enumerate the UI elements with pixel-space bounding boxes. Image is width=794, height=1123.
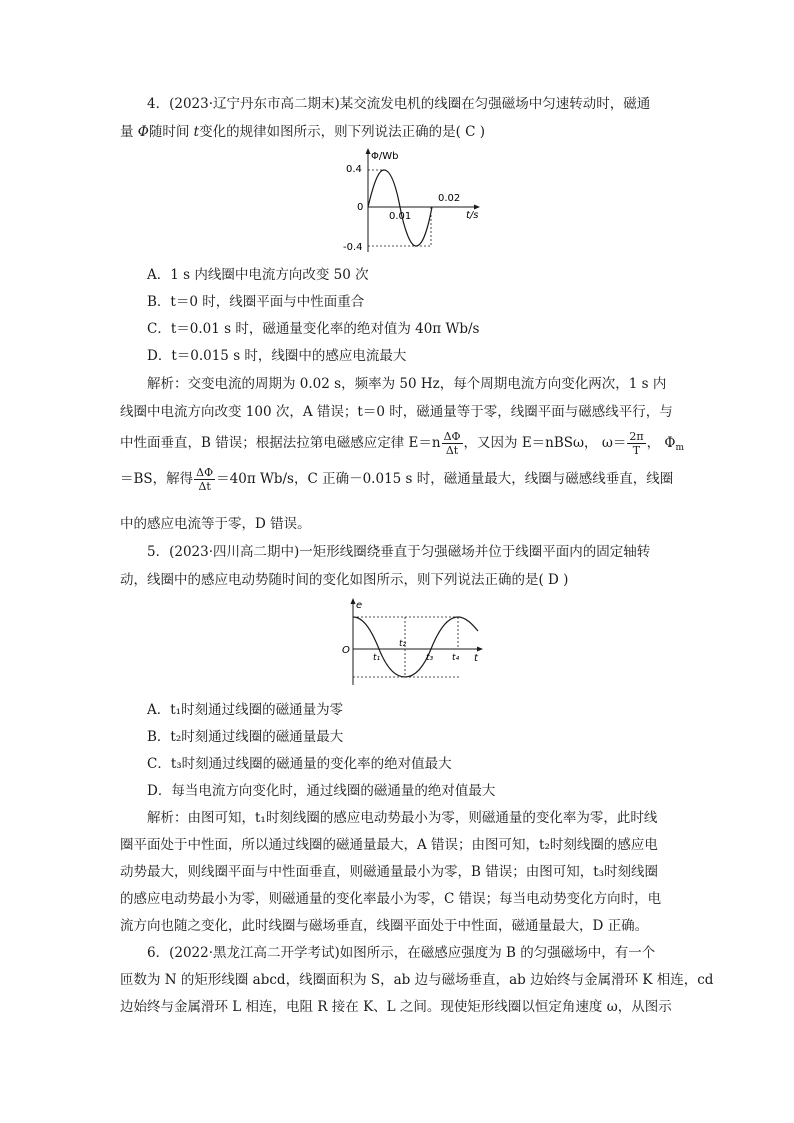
q5-t3-label: t₃ [426, 653, 434, 663]
q6-line3: 边始终与金属滑环 L 相连，电阻 R 接在 K、L 之间。现使矩形线圈以恒定角速度 ω，从图示 [120, 999, 672, 1015]
denominator: Δt [445, 444, 459, 457]
q4-ana4-text: ＝BS，解得 [120, 471, 194, 487]
denominator: T [632, 444, 641, 457]
fraction [627, 430, 645, 457]
q4-ana3-text: ，又因为 E＝nBSω， ω＝ [463, 435, 627, 451]
q5-t1-label: t₁ [373, 653, 381, 663]
q4-analysis-line4 [120, 466, 673, 493]
q5-x-arrow [477, 647, 483, 652]
q4-y-top: 0.4 [346, 164, 362, 175]
q5-analysis-line3: 动势最大，则线圈平面与中性面垂直，则磁通量最小为零，B 错误；由图可知，t₃时刻线圈 [120, 864, 659, 880]
q4-stem-line1: 4．(2023·辽宁丹东市高二期末)某交流发电机的线圈在匀强磁场中匀速转动时，磁通 [147, 96, 651, 112]
q4-analysis-line5: 中的感应电流等于零，D 错误。 [120, 516, 311, 532]
q5-ylabel: e [356, 600, 363, 611]
q4-analysis-line1: 解析：交变电流的周期为 0.02 s，频率为 50 Hz，每个周期电流方向变化两次，1 s 内 [147, 376, 667, 392]
q5-origin: O [342, 645, 350, 656]
q5-option-c: C．t₃时刻通过线圈的磁通量的变化率的绝对值最大 [147, 756, 452, 772]
q4-flux-graph [338, 146, 488, 256]
fraction [442, 430, 463, 457]
q4-option-c: C．t＝0.01 s 时，磁通量变化率的绝对值为 40π Wb/s [147, 321, 480, 337]
q5-y-arrow [351, 598, 356, 604]
phi-symbol: Φ [137, 124, 149, 140]
q5-emf-graph [338, 597, 490, 687]
t-symbol: t [193, 124, 200, 140]
numerator: 2π [629, 430, 644, 443]
q4-ana3-text: ， Φ [646, 435, 676, 451]
q4-y-zero: 0 [357, 202, 364, 213]
q4-option-d: D．t＝0.015 s 时，线圈中的感应电流最大 [147, 348, 407, 364]
numerator: ΔΦ [443, 430, 461, 443]
q5-t4-label: t₄ [452, 653, 460, 663]
q4-y-bottom: -0.4 [343, 242, 363, 253]
q4-y-arrow [366, 148, 371, 154]
fraction [194, 466, 215, 493]
q5-analysis-line2: 圈平面处于中性面，所以通过线圈的磁通量最大，A 错误；由图可知，t₂时刻线圈的感应电 [120, 837, 658, 853]
q4-analysis-line2: 线圈中电流方向改变 100 次，A 错误；t＝0 时，磁通量等于零，线圈平面与磁感线平行，与 [120, 404, 673, 420]
q4-option-a: A．1 s 内线圈中电流方向改变 50 次 [147, 267, 369, 283]
q4-stem-part: 量 [120, 124, 138, 140]
q4-stem-part: 变化的规律如图所示，则下列说法正确的是( C ) [199, 124, 486, 140]
q4-xlabel: t/s [466, 210, 479, 221]
q4-x-001: 0.01 [389, 211, 412, 222]
q4-sine-curve [368, 170, 432, 246]
q5-stem-line2: 动，线圈中的感应电动势随时间的变化如图所示，则下列说法正确的是( D ) [120, 572, 569, 588]
q4-ylabel: Φ/Wb [371, 151, 399, 162]
q5-analysis-line5: 流方向也随之变化，此时线圈与磁场垂直，线圈平面处于中性面，磁通量最大，D 正确。 [120, 918, 649, 934]
q5-analysis-line1: 解析：由图可知，t₁时刻线圈的感应电动势最小为零，则磁通量的变化率为零，此时线 [147, 810, 658, 826]
q5-cosine-curve [353, 617, 478, 677]
q4-x-arrow [474, 205, 480, 210]
q5-analysis-line4: 的感应电动势最小为零，则磁通量的变化率最小为零，C 错误；每当电动势变化方向时，电 [120, 891, 662, 907]
q5-option-b: B．t₂时刻通过线圈的磁通量最大 [147, 729, 344, 745]
q4-ana3-text: 中性面垂直，B 错误；根据法拉第电磁感应定律 E＝n [120, 435, 441, 451]
subscript: m [675, 443, 684, 453]
q6-line1: 6．(2022·黑龙江高二开学考试)如图所示，在磁感应强度为 B 的匀强磁场中，有一个 [147, 945, 656, 961]
q4-x-002: 0.02 [438, 193, 461, 204]
q5-option-d: D．每当电流方向变化时，通过线圈的磁通量的绝对值最大 [147, 783, 496, 799]
q4-option-b: B．t＝0 时，线圈平面与中性面重合 [147, 294, 365, 310]
q4-ana4-text: ＝40π Wb/s，C 正确－0.015 s 时，磁通量最大，线圈与磁感线垂直，线圈 [216, 471, 674, 487]
q4-analysis-line3 [120, 430, 684, 458]
numerator: ΔΦ [196, 466, 214, 479]
q4-stem-part: 随时间 [148, 124, 194, 140]
q5-stem-line1: 5．(2023·四川高二期中)一矩形线圈绕垂直于匀强磁场并位于线圈平面内的固定轴转 [147, 544, 651, 560]
q6-line2: 匝数为 N 的矩形线圈 abcd，线圈面积为 S，ab 边与磁场垂直，ab 边始终与金属滑环 K 相连，cd [120, 972, 714, 988]
q5-t2-label: t₂ [399, 639, 407, 649]
q5-option-a: A．t₁时刻通过线圈的磁通量为零 [147, 702, 344, 718]
q4-stem-line2 [120, 122, 485, 142]
denominator: Δt [198, 480, 211, 493]
q5-xlabel: t [474, 653, 478, 664]
